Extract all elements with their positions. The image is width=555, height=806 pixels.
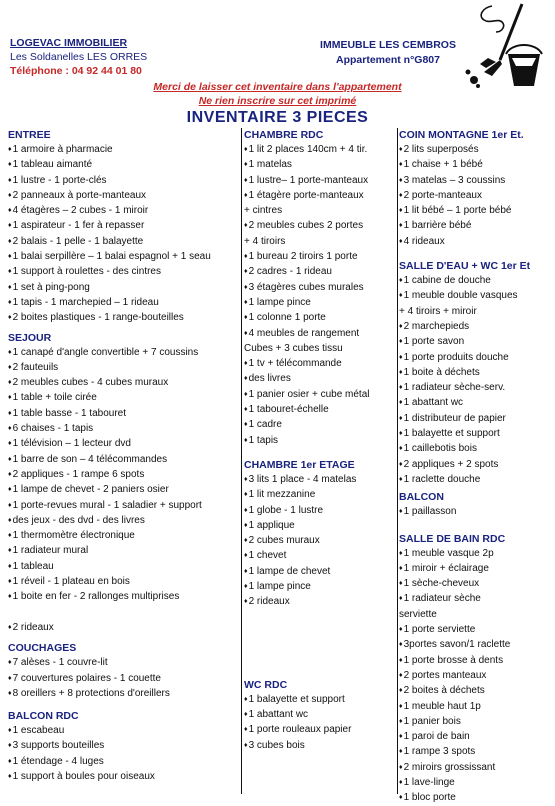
inventory-item: ♦ 4 meubles de rangement bbox=[244, 326, 394, 341]
section-title: BALCON RDC bbox=[8, 710, 79, 723]
inventory-item: ♦ 4 étagères – 2 cubes - 1 miroir bbox=[8, 203, 242, 218]
inventory-item: ♦ 1 meuble double vasques bbox=[399, 288, 551, 303]
inventory-item: + 4 tiroirs bbox=[244, 235, 286, 247]
inventory-item: ♦ 1 lampe pince bbox=[244, 579, 394, 594]
agency-block bbox=[10, 36, 147, 78]
inventory-item: ♦ 1 chaise + 1 bébé bbox=[399, 157, 551, 172]
inventory-item: ♦ 2 miroirs grossissant bbox=[399, 760, 551, 775]
inventory-item: ♦ 1 tapis - 1 marchepied – 1 rideau bbox=[8, 295, 242, 310]
section-title: WC RDC bbox=[244, 678, 288, 691]
column-right bbox=[399, 128, 551, 806]
inventory-item: ♦ 2 rideaux bbox=[244, 594, 394, 609]
inventory-item: ♦ 1 lit mezzanine bbox=[244, 487, 394, 502]
apartment-number: Appartement n°G807 bbox=[336, 54, 440, 66]
inventory-item: ♦ 1 bureau 2 tiroirs 1 porte bbox=[244, 249, 394, 264]
inventory-item: ♦ 4 rideaux bbox=[399, 234, 551, 249]
inventory-item: ♦ 1 cadre bbox=[244, 417, 394, 432]
item-list bbox=[8, 723, 242, 784]
inventory-item: ♦ 1 sèche-cheveux bbox=[399, 576, 551, 591]
inventory-item: ♦ 1 panier bois bbox=[399, 714, 551, 729]
inventory-item: ♦ 1 armoire à pharmacie bbox=[8, 142, 242, 157]
inventory-item: ♦ 1 télévision – 1 lecteur dvd bbox=[8, 436, 242, 451]
inventory-item: ♦ 1 lustre– 1 porte-manteaux bbox=[244, 173, 394, 188]
inventory-item: ♦ 1 paroi de bain bbox=[399, 729, 551, 744]
agency-phone: Téléphone : 04 92 44 01 80 bbox=[10, 65, 142, 77]
inventory-item: ♦ 1 barrière bébé bbox=[399, 218, 551, 233]
notice-keep-inventory: Merci de laisser cet inventaire dans l'appartement bbox=[153, 81, 402, 93]
agency-name: LOGEVAC IMMOBILIER bbox=[10, 37, 128, 49]
inventory-item: ♦ 1 applique bbox=[244, 518, 394, 533]
section-wc-rdc bbox=[244, 678, 394, 753]
inventory-item: ♦ 2 fauteuils bbox=[8, 360, 242, 375]
inventory-item: ♦ 2 boites à déchets bbox=[399, 683, 551, 698]
inventory-item: ♦ 3 matelas – 3 coussins bbox=[399, 173, 551, 188]
inventory-item: ♦ 1 colonne 1 porte bbox=[244, 310, 394, 325]
inventory-item: ♦ 1 paillasson bbox=[399, 504, 551, 519]
item-list bbox=[244, 692, 394, 753]
inventory-item: ♦ 1 aspirateur - 1 fer à repasser bbox=[8, 218, 242, 233]
inventory-item: ♦ 1 raclette douche bbox=[399, 472, 551, 487]
agency-address: Les Soldanelles LES ORRES bbox=[10, 51, 148, 63]
inventory-item: ♦ 1 boite en fer - 2 rallonges multiprises bbox=[8, 589, 242, 604]
inventory-item: ♦ 1 tapis bbox=[244, 433, 394, 448]
item-list bbox=[8, 655, 242, 701]
inventory-item: ♦ 8 oreillers + 8 protections d'oreillers bbox=[8, 686, 242, 701]
section-salle-bain-rdc bbox=[399, 532, 551, 806]
inventory-item: ♦ 1 tableau bbox=[8, 559, 242, 574]
inventory-item: ♦ 1 lampe de chevet - 2 paniers osier bbox=[8, 482, 242, 497]
section-salle-eau bbox=[399, 259, 551, 487]
item-list bbox=[399, 546, 551, 806]
inventory-item: ♦ 2 cadres - 1 rideau bbox=[244, 264, 394, 279]
inventory-item: ♦ 1 tabouret-échelle bbox=[244, 402, 394, 417]
item-list bbox=[399, 273, 551, 487]
inventory-item: ♦ 1 balai serpillère – 1 balai espagnol + 1 seau bbox=[8, 249, 242, 264]
inventory-item: ♦ 1 table + toile cirée bbox=[8, 390, 242, 405]
inventory-item: ♦ 1 support à roulettes - des cintres bbox=[8, 264, 242, 279]
section-coin-montagne bbox=[399, 128, 551, 249]
inventory-item: ♦ 2 portes manteaux bbox=[399, 668, 551, 683]
inventory-item: ♦ 1 canapé d'angle convertible + 7 coussins bbox=[8, 345, 242, 360]
inventory-item: ♦ 1 support à boules pour oiseaux bbox=[8, 769, 242, 784]
inventory-item: ♦ 3 cubes bois bbox=[244, 738, 394, 753]
inventory-item: ♦ 3portes savon/1 raclette bbox=[399, 637, 551, 652]
inventory-item: ♦ des jeux - des dvd - des livres bbox=[8, 513, 242, 528]
section-title: SALLE DE BAIN RDC bbox=[399, 532, 506, 545]
inventory-item: ♦ 1 tableau aimanté bbox=[8, 157, 242, 172]
section-title: ENTREE bbox=[8, 129, 51, 141]
inventory-item: ♦ 1 globe - 1 lustre bbox=[244, 503, 394, 518]
item-list bbox=[399, 504, 551, 519]
inventory-item: ♦ 1 barre de son – 4 télécommandes bbox=[8, 452, 242, 467]
inventory-item: ♦ 2 boites plastiques - 1 range-bouteilles bbox=[8, 310, 242, 325]
inventory-item: ♦ 1 meuble haut 1p bbox=[399, 699, 551, 714]
inventory-item: ♦ 1 étagère porte-manteaux bbox=[244, 188, 394, 203]
inventory-item: ♦ 2 lits superposés bbox=[399, 142, 551, 157]
inventory-item: ♦ 1 table basse - 1 tabouret bbox=[8, 406, 242, 421]
inventory-item: + 4 tiroirs + miroir bbox=[399, 305, 477, 317]
inventory-item: ♦ 2 appliques + 2 spots bbox=[399, 457, 551, 472]
column-left bbox=[8, 128, 242, 784]
inventory-item: ♦ 1 lampe pince bbox=[244, 295, 394, 310]
inventory-item: ♦ 1 distributeur de papier bbox=[399, 411, 551, 426]
inventory-item: ♦ 1 abattant wc bbox=[399, 395, 551, 410]
inventory-item: ♦ 1 miroir + éclairage bbox=[399, 561, 551, 576]
item-list bbox=[8, 142, 242, 326]
inventory-item: serviette bbox=[399, 608, 437, 620]
inventory-item: ♦ 1 panier osier + cube métal bbox=[244, 387, 394, 402]
inventory-item: ♦ 1 abattant wc bbox=[244, 707, 394, 722]
item-list bbox=[244, 472, 394, 610]
inventory-item: ♦ 3 étagères cubes murales bbox=[244, 280, 394, 295]
inventory-item: ♦ 1 radiateur sèche bbox=[399, 591, 551, 606]
inventory-item: ♦ 1 radiateur sèche-serv. bbox=[399, 380, 551, 395]
inventory-item: ♦ 2 meubles cubes - 4 cubes muraux bbox=[8, 375, 242, 390]
section-chambre-rdc bbox=[244, 128, 394, 448]
inventory-item: ♦ 2 meubles cubes 2 portes bbox=[244, 218, 394, 233]
inventory-item: ♦ 2 rideaux bbox=[8, 620, 242, 635]
inventory-item: ♦ 1 balayette et support bbox=[244, 692, 394, 707]
inventory-item: ♦ 1 lit 2 places 140cm + 4 tir. bbox=[244, 142, 394, 157]
cleaning-broom-bucket-icon bbox=[462, 2, 548, 88]
section-entree bbox=[8, 128, 242, 326]
inventory-item: ♦ 2 cubes muraux bbox=[244, 533, 394, 548]
section-title: CHAMBRE 1er ETAGE bbox=[244, 458, 355, 471]
inventory-item: ♦ 1 porte rouleaux papier bbox=[244, 722, 394, 737]
inventory-item: ♦ 2 balais - 1 pelle - 1 balayette bbox=[8, 234, 242, 249]
inventory-item: ♦ 1 boite à déchets bbox=[399, 365, 551, 380]
page-title: INVENTAIRE 3 PIECES bbox=[186, 109, 369, 126]
inventory-item: Cubes + 3 cubes tissu bbox=[244, 342, 343, 354]
inventory-item: ♦ 3 lits 1 place - 4 matelas bbox=[244, 472, 394, 487]
building-name: IMMEUBLE LES CEMBROS bbox=[320, 39, 456, 51]
inventory-item: ♦ 1 porte brosse à dents bbox=[399, 653, 551, 668]
item-list bbox=[244, 142, 394, 448]
section-balcon-rdc bbox=[8, 709, 242, 784]
inventory-item: ♦ 1 porte produits douche bbox=[399, 350, 551, 365]
section-title: COUCHAGES bbox=[8, 642, 77, 655]
inventory-item: ♦ 2 porte-manteaux bbox=[399, 188, 551, 203]
column-middle bbox=[244, 128, 394, 753]
inventory-item: ♦ 1 escabeau bbox=[8, 723, 242, 738]
inventory-item: ♦ 1 porte-revues mural - 1 saladier + support bbox=[8, 498, 242, 513]
inventory-item: ♦ 1 thermomètre électronique bbox=[8, 528, 242, 543]
inventory-item: ♦ 1 caillebotis bois bbox=[399, 441, 551, 456]
inventory-item: ♦ 7 alèses - 1 couvre-lit bbox=[8, 655, 242, 670]
inventory-item: ♦ 1 meuble vasque 2p bbox=[399, 546, 551, 561]
inventory-item: ♦ 1 matelas bbox=[244, 157, 394, 172]
inventory-item: ♦ 1 set à ping-pong bbox=[8, 280, 242, 295]
section-title: SALLE D'EAU + WC 1er Et bbox=[399, 260, 531, 273]
inventory-item bbox=[8, 605, 242, 620]
inventory-item: ♦ des livres bbox=[244, 371, 394, 386]
inventory-item: ♦ 1 bloc porte bbox=[399, 790, 551, 805]
inventory-item: ♦ 2 panneaux à porte-manteaux bbox=[8, 188, 242, 203]
item-list bbox=[399, 142, 551, 249]
inventory-item: ♦ 3 supports bouteilles bbox=[8, 738, 242, 753]
section-balcon bbox=[399, 490, 551, 519]
inventory-item: ♦ 1 réveil - 1 plateau en bois bbox=[8, 574, 242, 589]
inventory-item: ♦ 1 chevet bbox=[244, 548, 394, 563]
inventory-item: ♦ 1 porte savon bbox=[399, 334, 551, 349]
section-title: SEJOUR bbox=[8, 331, 52, 344]
inventory-item: ♦ 1 radiateur mural bbox=[8, 543, 242, 558]
inventory-item: ♦ 1 étendage - 4 luges bbox=[8, 754, 242, 769]
inventory-item: ♦ 2 appliques - 1 rampe 6 spots bbox=[8, 467, 242, 482]
inventory-item: ♦ 1 rampe 3 spots bbox=[399, 744, 551, 759]
inventory-item: ♦ 1 lave-linge bbox=[399, 775, 551, 790]
inventory-item: ♦ 1 tv + télécommande bbox=[244, 356, 394, 371]
section-title: CHAMBRE RDC bbox=[244, 129, 324, 141]
section-chambre-etage bbox=[244, 458, 394, 610]
inventory-item: ♦ 1 lustre - 1 porte-clés bbox=[8, 173, 242, 188]
section-sejour bbox=[8, 331, 242, 636]
item-list bbox=[8, 345, 242, 636]
inventory-item: + cintres bbox=[244, 205, 283, 217]
inventory-item: ♦ 1 lit bébé – 1 porte bébé bbox=[399, 203, 551, 218]
inventory-item: ♦ 7 couvertures polaires - 1 couette bbox=[8, 671, 242, 686]
inventory-item: ♦ 1 cabine de douche bbox=[399, 273, 551, 288]
inventory-item: ♦ 1 balayette et support bbox=[399, 426, 551, 441]
notice-do-not-write: Ne rien inscrire sur cet imprimé bbox=[198, 95, 357, 107]
section-couchages bbox=[8, 641, 242, 701]
inventory-item: ♦ 1 lampe de chevet bbox=[244, 564, 394, 579]
inventory-item: ♦ 2 marchepieds bbox=[399, 319, 551, 334]
inventory-item: ♦ 1 porte serviette bbox=[399, 622, 551, 637]
section-title: BALCON bbox=[399, 491, 444, 504]
section-title: COIN MONTAGNE 1er Et. bbox=[399, 129, 524, 141]
building-block bbox=[308, 38, 468, 68]
inventory-item: ♦ 6 chaises - 1 tapis bbox=[8, 421, 242, 436]
column-divider bbox=[397, 128, 398, 794]
